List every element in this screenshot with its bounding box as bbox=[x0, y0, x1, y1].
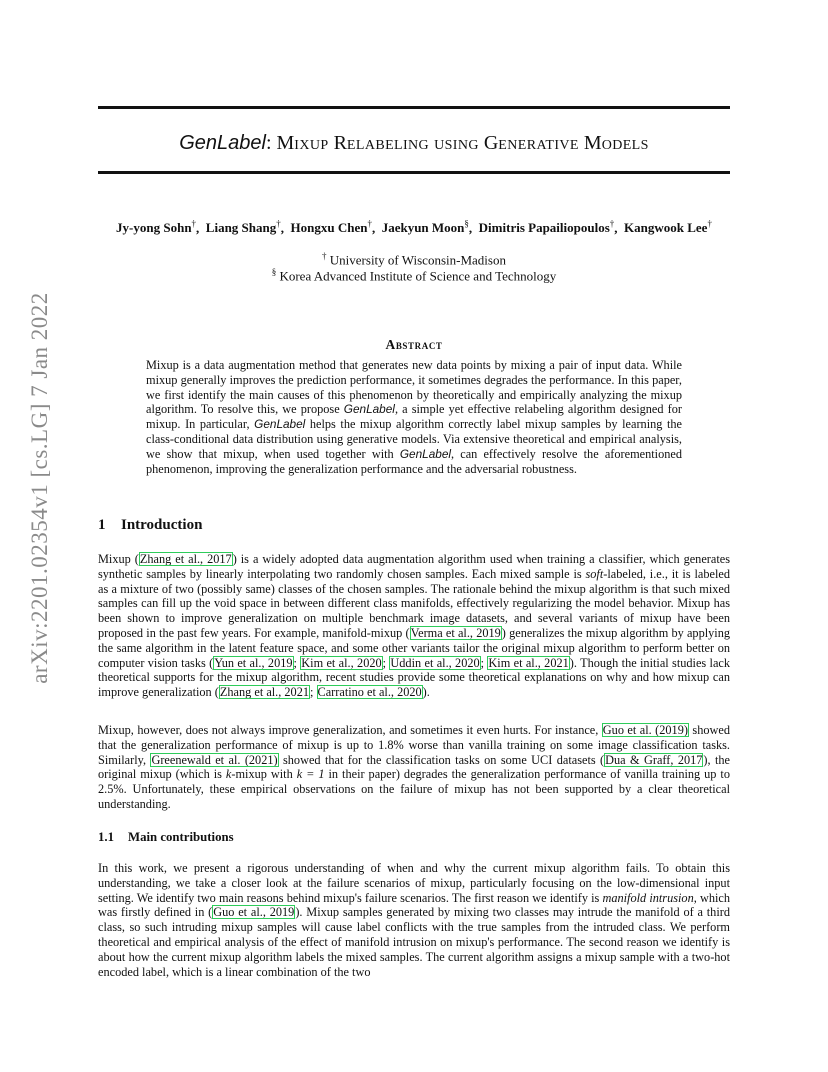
author: Jy-yong Sohn† bbox=[116, 219, 197, 236]
section-heading-introduction: 1 Introduction bbox=[98, 517, 203, 533]
affiliation-kaist: § Korea Advanced Institute of Science and Technology bbox=[271, 267, 557, 284]
math-k-equals-1: k = 1 bbox=[296, 767, 325, 782]
citation-link[interactable]: Zhang et al., 2017 bbox=[139, 552, 232, 566]
citation-link[interactable]: Yun et al., 2019 bbox=[214, 655, 293, 670]
author: Jaekyun Moon§ bbox=[381, 219, 469, 236]
abstract-body: Mixup is a data augmentation method that generates new data points by mixing a pair of input data. While mixup generally improves the prediction performance, it sometimes degrades the performance. In this paper, we first identify the main causes of this phenomenon by theoretically and empirically analyzing the mixup algorithm. To resolve this, we propose GenLabel, a simple yet effective relabeling algorithm designed for mixup. In particular, GenLabel helps the mixup algorithm correctly label mixup samples by learning the class-conditional data distribution using generative models. Via extensive theoretical and empirical analysis, we show that mixup, when used together with GenLabel, can effectively resolve the aforementioned phenomenon, improving the generalization performance and the adversarial robustness. bbox=[146, 358, 682, 476]
math-k: k bbox=[225, 767, 232, 782]
title-word-relabeling: Relabeling bbox=[333, 132, 430, 154]
author: Kangwook Lee† bbox=[624, 219, 712, 236]
arxiv-identifier-text: arXiv:2201.02354v1 [cs.LG] 7 Jan 2022 bbox=[27, 292, 52, 684]
title-word-mixup: Mixup bbox=[276, 132, 329, 154]
affiliation-uw: † University of Wisconsin-Madison bbox=[322, 251, 506, 268]
subsection-heading-main-contributions: 1.1 Main contributions bbox=[98, 830, 234, 844]
citation-link[interactable]: Dua & Graff, 2017 bbox=[605, 752, 703, 767]
author-list: Jy-yong Sohn†, Liang Shang†, Hongxu Chen†, Jaekyun Moon§, Dimitris Papailiopoulos†, Kangwook Lee† bbox=[116, 219, 712, 236]
title-word-using: using bbox=[434, 132, 479, 154]
contributions-paragraph-1: In this work, we present a rigorous understanding of when and why the current mixup algorithm fails. To obtain this understanding, we take a closer look at the failure scenarios of mixup, particularly focusing on the low-dimensional input setting. We identify two main reasons behind mixup's failure scenarios. The first reason we identify is manifold intrusion, which was firstly defined in (Guo et al., 2019). Mixup samples generated by mixing two classes may intrude the manifold of a third class, so such intruding mixup samples will cause label conflicts with the true samples from the intruded class. We perform theoretical and empirical analysis of the effect of manifold intrusion on mixup's performance. The second reason we identify is about how the current mixup algorithm labels the mixed samples. The current algorithm assigns a mixup sample with a two-hot encoded label, which is a linear combination of the two bbox=[98, 861, 730, 979]
citation-link[interactable]: Kim et al., 2020 bbox=[301, 655, 382, 670]
title-colon: : bbox=[265, 132, 277, 154]
citation-link[interactable]: Verma et al., 2019 bbox=[410, 625, 501, 640]
citation-link[interactable]: Uddin et al., 2020 bbox=[390, 655, 480, 670]
title-method-name: GenLabel bbox=[179, 132, 266, 154]
citation-link[interactable]: Guo et al., 2019 bbox=[213, 905, 295, 920]
title-rule-bottom bbox=[98, 171, 730, 174]
arxiv-identifier bbox=[20, 292, 60, 684]
author: Dimitris Papailiopoulos† bbox=[478, 219, 615, 236]
citation-link[interactable]: Greenewald et al. (2021) bbox=[151, 752, 278, 767]
introduction-paragraph-2: Mixup, however, does not always improve generalization, and sometimes it even hurts. For instance, Guo et al. (2019) showed that the generalization performance of mixup is up to 1.8% worse than vanilla training on some image classification tasks. Similarly, Greenewald et al. (2021) showed that for the classification tasks on some UCI datasets (Dua & Graff, 2017), the original mixup (which is k-mixup with k = 1 in their paper) degrades the generalization performance of vanilla training up to 2.5%. Unfortunately, these empirical observations on the failure of mixup has not been supported by a clear theoretical understanding. bbox=[98, 723, 730, 811]
title-word-generative: Generative bbox=[483, 132, 579, 154]
title-rule-top bbox=[98, 106, 730, 109]
method-name: GenLabel bbox=[399, 446, 452, 461]
abstract-heading: Abstract bbox=[385, 337, 443, 352]
title-word-models: Models bbox=[583, 132, 649, 154]
citation-link[interactable]: Carratino et al., 2020 bbox=[317, 685, 422, 700]
author: Liang Shang† bbox=[205, 219, 281, 236]
citation-link[interactable]: Zhang et al., 2021 bbox=[219, 685, 310, 700]
method-name: GenLabel bbox=[254, 417, 306, 432]
author: Hongxu Chen† bbox=[290, 219, 372, 236]
citation-link[interactable]: Kim et al., 2021 bbox=[488, 655, 569, 670]
paper-title bbox=[98, 130, 730, 156]
citation-link[interactable]: Guo et al. (2019) bbox=[602, 723, 688, 737]
introduction-paragraph-1: Mixup (Zhang et al., 2017) is a widely adopted data augmentation algorithm used when training a classifier, which generates synthetic samples by linearly interpolating two randomly chosen samples. Each mixed sample is soft-labeled, i.e., it is labeled as a mixture of two (possibly same) classes of the chosen samples. The rationale behind the mixup algorithm is that such mixed samples can fill up the void space in between different class manifolds, effectively regularizing the model behavior. Mixup has been shown to improve generalization on multiple benchmark image datasets, and several variants of mixup have been proposed in the past few years. For example, manifold-mixup (Verma et al., 2019) generalizes the mixup algorithm by applying the same algorithm in the latent feature space, and some other variants tailor the original mixup algorithm to perform better on computer vision tasks (Yun et al., 2019; Kim et al., 2020; Uddin et al., 2020; Kim et al., 2021). Though the initial studies lack theoretical supports for the mixup algorithm, recent studies provide some theoretical explanations on why and how mixup can improve generalization (Zhang et al., 2021; Carratino et al., 2020). bbox=[98, 552, 731, 700]
method-name: GenLabel bbox=[343, 402, 395, 417]
